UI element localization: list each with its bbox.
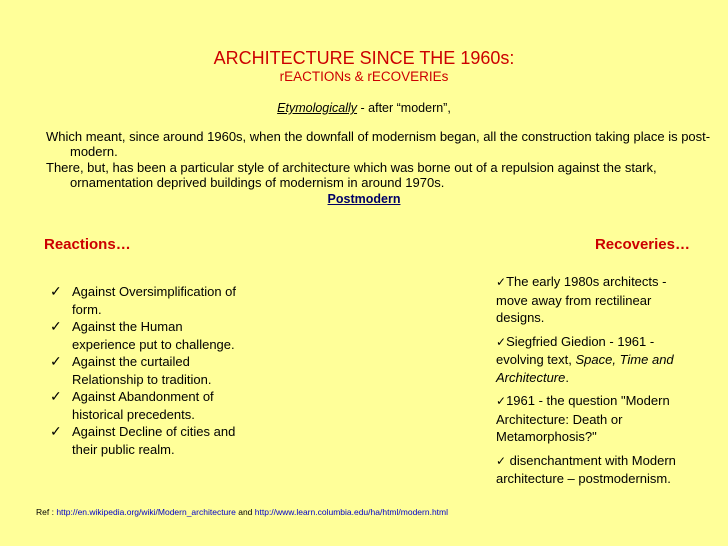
checkmark-icon: ✓: [496, 275, 507, 289]
checkmark-icon: ✓: [50, 388, 62, 404]
reactions-list: [50, 283, 250, 458]
list-item: [496, 392, 696, 446]
list-item-text: Siegfried Giedion - 1961 -evolving text,: [496, 333, 655, 367]
list-item: [50, 283, 250, 318]
list-item-text: Against the Human experience put to challenge.: [72, 319, 235, 352]
list-item: [50, 388, 250, 423]
checkmark-icon: ✓: [496, 394, 507, 408]
list-item: [50, 423, 250, 458]
recoveries-list: [496, 273, 696, 494]
list-item-text: 1961 - the question "Modern Architecture: Death or Metamorphosis?": [496, 393, 670, 444]
list-item-text: Against Oversimplification of form.: [72, 284, 237, 317]
postmodern-heading: Postmodern: [327, 192, 401, 206]
checkmark-icon: ✓: [496, 334, 507, 349]
paragraph-2: There, but, has been a particular style of architecture which was borne out of a repulsion against the stark, ornamentation deprived buildings of modernism in around 1970s.: [46, 160, 657, 190]
list-item: [50, 318, 250, 353]
reactions-heading: Reactions…: [44, 236, 131, 253]
recoveries-heading: Recoveries…: [594, 236, 690, 253]
slide-subtitle: rEACTIONs & rECOVERIEs: [279, 69, 449, 84]
etymology-line: [0, 101, 728, 116]
list-item: [496, 333, 696, 387]
reference-link-wikipedia[interactable]: http://en.wikipedia.org/wiki/Modern_architecture: [56, 507, 236, 517]
checkmark-icon: ✓: [50, 318, 62, 334]
list-item: [496, 273, 696, 327]
slide-title: ARCHITECTURE SINCE THE 1960s:: [213, 48, 515, 68]
reference-and: and: [235, 507, 255, 517]
list-item-text: Against Decline of cities and their public realm.: [72, 424, 236, 457]
etymology-term: Etymologically: [277, 101, 358, 115]
list-item-text-end: .: [565, 369, 569, 385]
list-item-text: Against the curtailed Relationship to tradition.: [72, 354, 212, 387]
list-item: [496, 452, 696, 488]
reference-label: Ref :: [36, 507, 57, 517]
paragraph-1: Which meant, since around 1960s, when the downfall of modernism began, all the construction taking place is post-modern.: [46, 129, 711, 159]
checkmark-icon: ✓: [50, 283, 62, 299]
checkmark-icon: ✓: [50, 353, 62, 369]
checkmark-icon: ✓: [50, 423, 62, 439]
list-item-text: The early 1980s architects - move away from rectilinear designs.: [496, 274, 667, 325]
list-item-text: Against Abandonment of historical precedents.: [72, 389, 214, 422]
list-item: [50, 353, 250, 388]
list-item-text: disenchantment with Modern architecture – postmodernism.: [496, 452, 676, 486]
book-title: Space, Time and Architecture: [496, 352, 674, 385]
checkmark-icon: ✓: [496, 453, 507, 468]
etymology-rest: - after “modern”,: [357, 101, 451, 115]
reference-link-columbia[interactable]: http://www.learn.columbia.edu/ha/html/modern.html: [254, 507, 448, 517]
reference-line: [36, 507, 448, 517]
